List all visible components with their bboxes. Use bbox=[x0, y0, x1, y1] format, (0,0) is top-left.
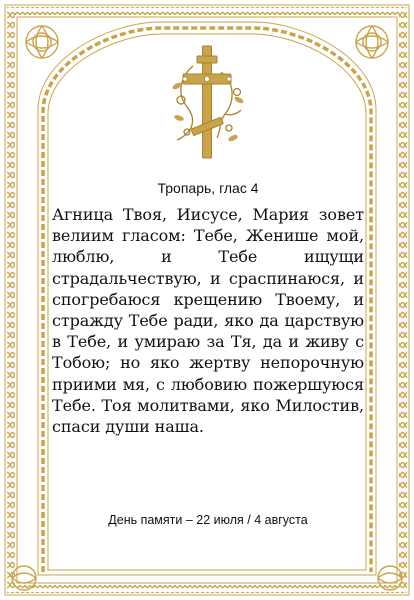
orthodox-cross-icon bbox=[171, 46, 244, 158]
card-body bbox=[52, 180, 364, 437]
troparion-subtitle: Тропарь, глас 4 bbox=[157, 180, 259, 196]
troparion-text: Агница Твоя, Иисусе, Мария зовет велиим гласом: Тебе, Женише мой, люблю, и Тебе ищущи страдальчествую, и сраспинаюся, и спогребаюся крещению Твоему, и стражду Тебе ради, яко да царствую в Тебе, и умираю за Тя, да и живу с Тобою; но яко жертву непорочную приими мя, с любовию пожершуюся Тебе. Тоя молитвами, яко Милостив, спаси души наша. bbox=[52, 205, 364, 437]
feast-day: День памяти – 22 июля / 4 августа bbox=[108, 513, 308, 527]
